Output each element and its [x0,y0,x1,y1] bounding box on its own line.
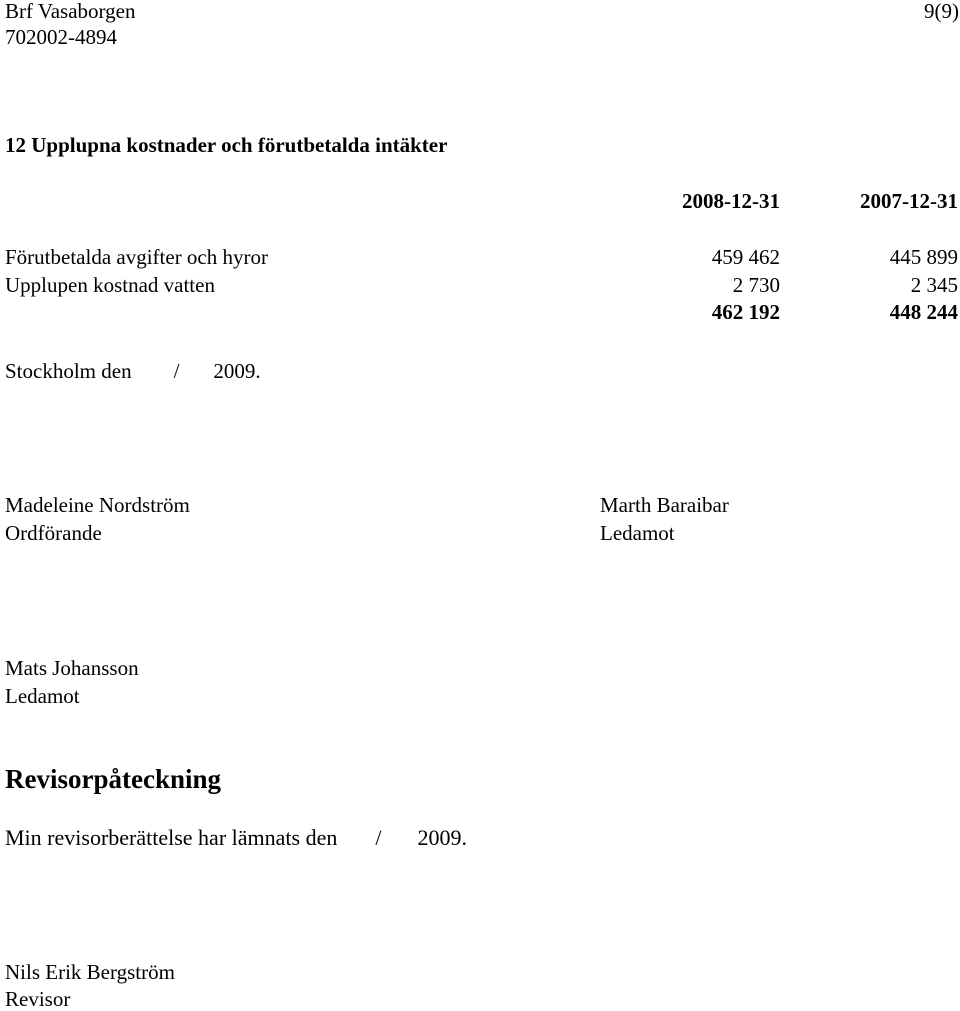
row-label-water-cost: Upplupen kostnad vatten [5,273,215,297]
row-value-prepaid-fees-2008: 459 462 [711,245,780,269]
place-date-line [5,361,261,382]
column-header-2007: 2007-12-31 [860,189,958,213]
signatory-name: Mats Johansson [5,656,139,680]
row-value-prepaid-fees-2007: 445 899 [889,245,958,269]
signatory-name: Marth Baraibar [600,493,729,517]
row-label-prepaid-fees: Förutbetalda avgifter och hyror [5,245,268,269]
audit-text-prefix: Min revisorberättelse har lämnats den [5,825,338,850]
organization-number: 702002-4894 [5,25,117,49]
total-2008: 462 192 [711,300,780,324]
place-date-prefix: Stockholm den [5,359,132,383]
audit-statement [5,827,467,849]
signatory-name: Madeleine Nordström [5,493,190,517]
note-12-title: 12 Upplupna kostnader och förutbetalda intäkter [5,133,448,157]
page-number: 9(9) [924,0,959,23]
row-value-water-cost-2007: 2 345 [910,273,958,297]
place-date-slash: / [173,359,180,383]
audit-year: 2009. [417,825,467,850]
auditor-role: Revisor [5,987,71,1011]
organization-name: Brf Vasaborgen [5,0,136,23]
row-value-water-cost-2008: 2 730 [732,273,780,297]
auditor-name: Nils Erik Bergström [5,960,175,984]
total-2007: 448 244 [889,300,958,324]
audit-slash: / [375,825,382,850]
column-header-2008: 2008-12-31 [682,189,780,213]
audit-title: Revisorpåteckning [5,764,221,794]
place-date-year: 2009. [213,359,261,383]
signatory-role: Ordförande [5,521,102,545]
signatory-role: Ledamot [5,684,80,708]
signatory-role: Ledamot [600,521,675,545]
